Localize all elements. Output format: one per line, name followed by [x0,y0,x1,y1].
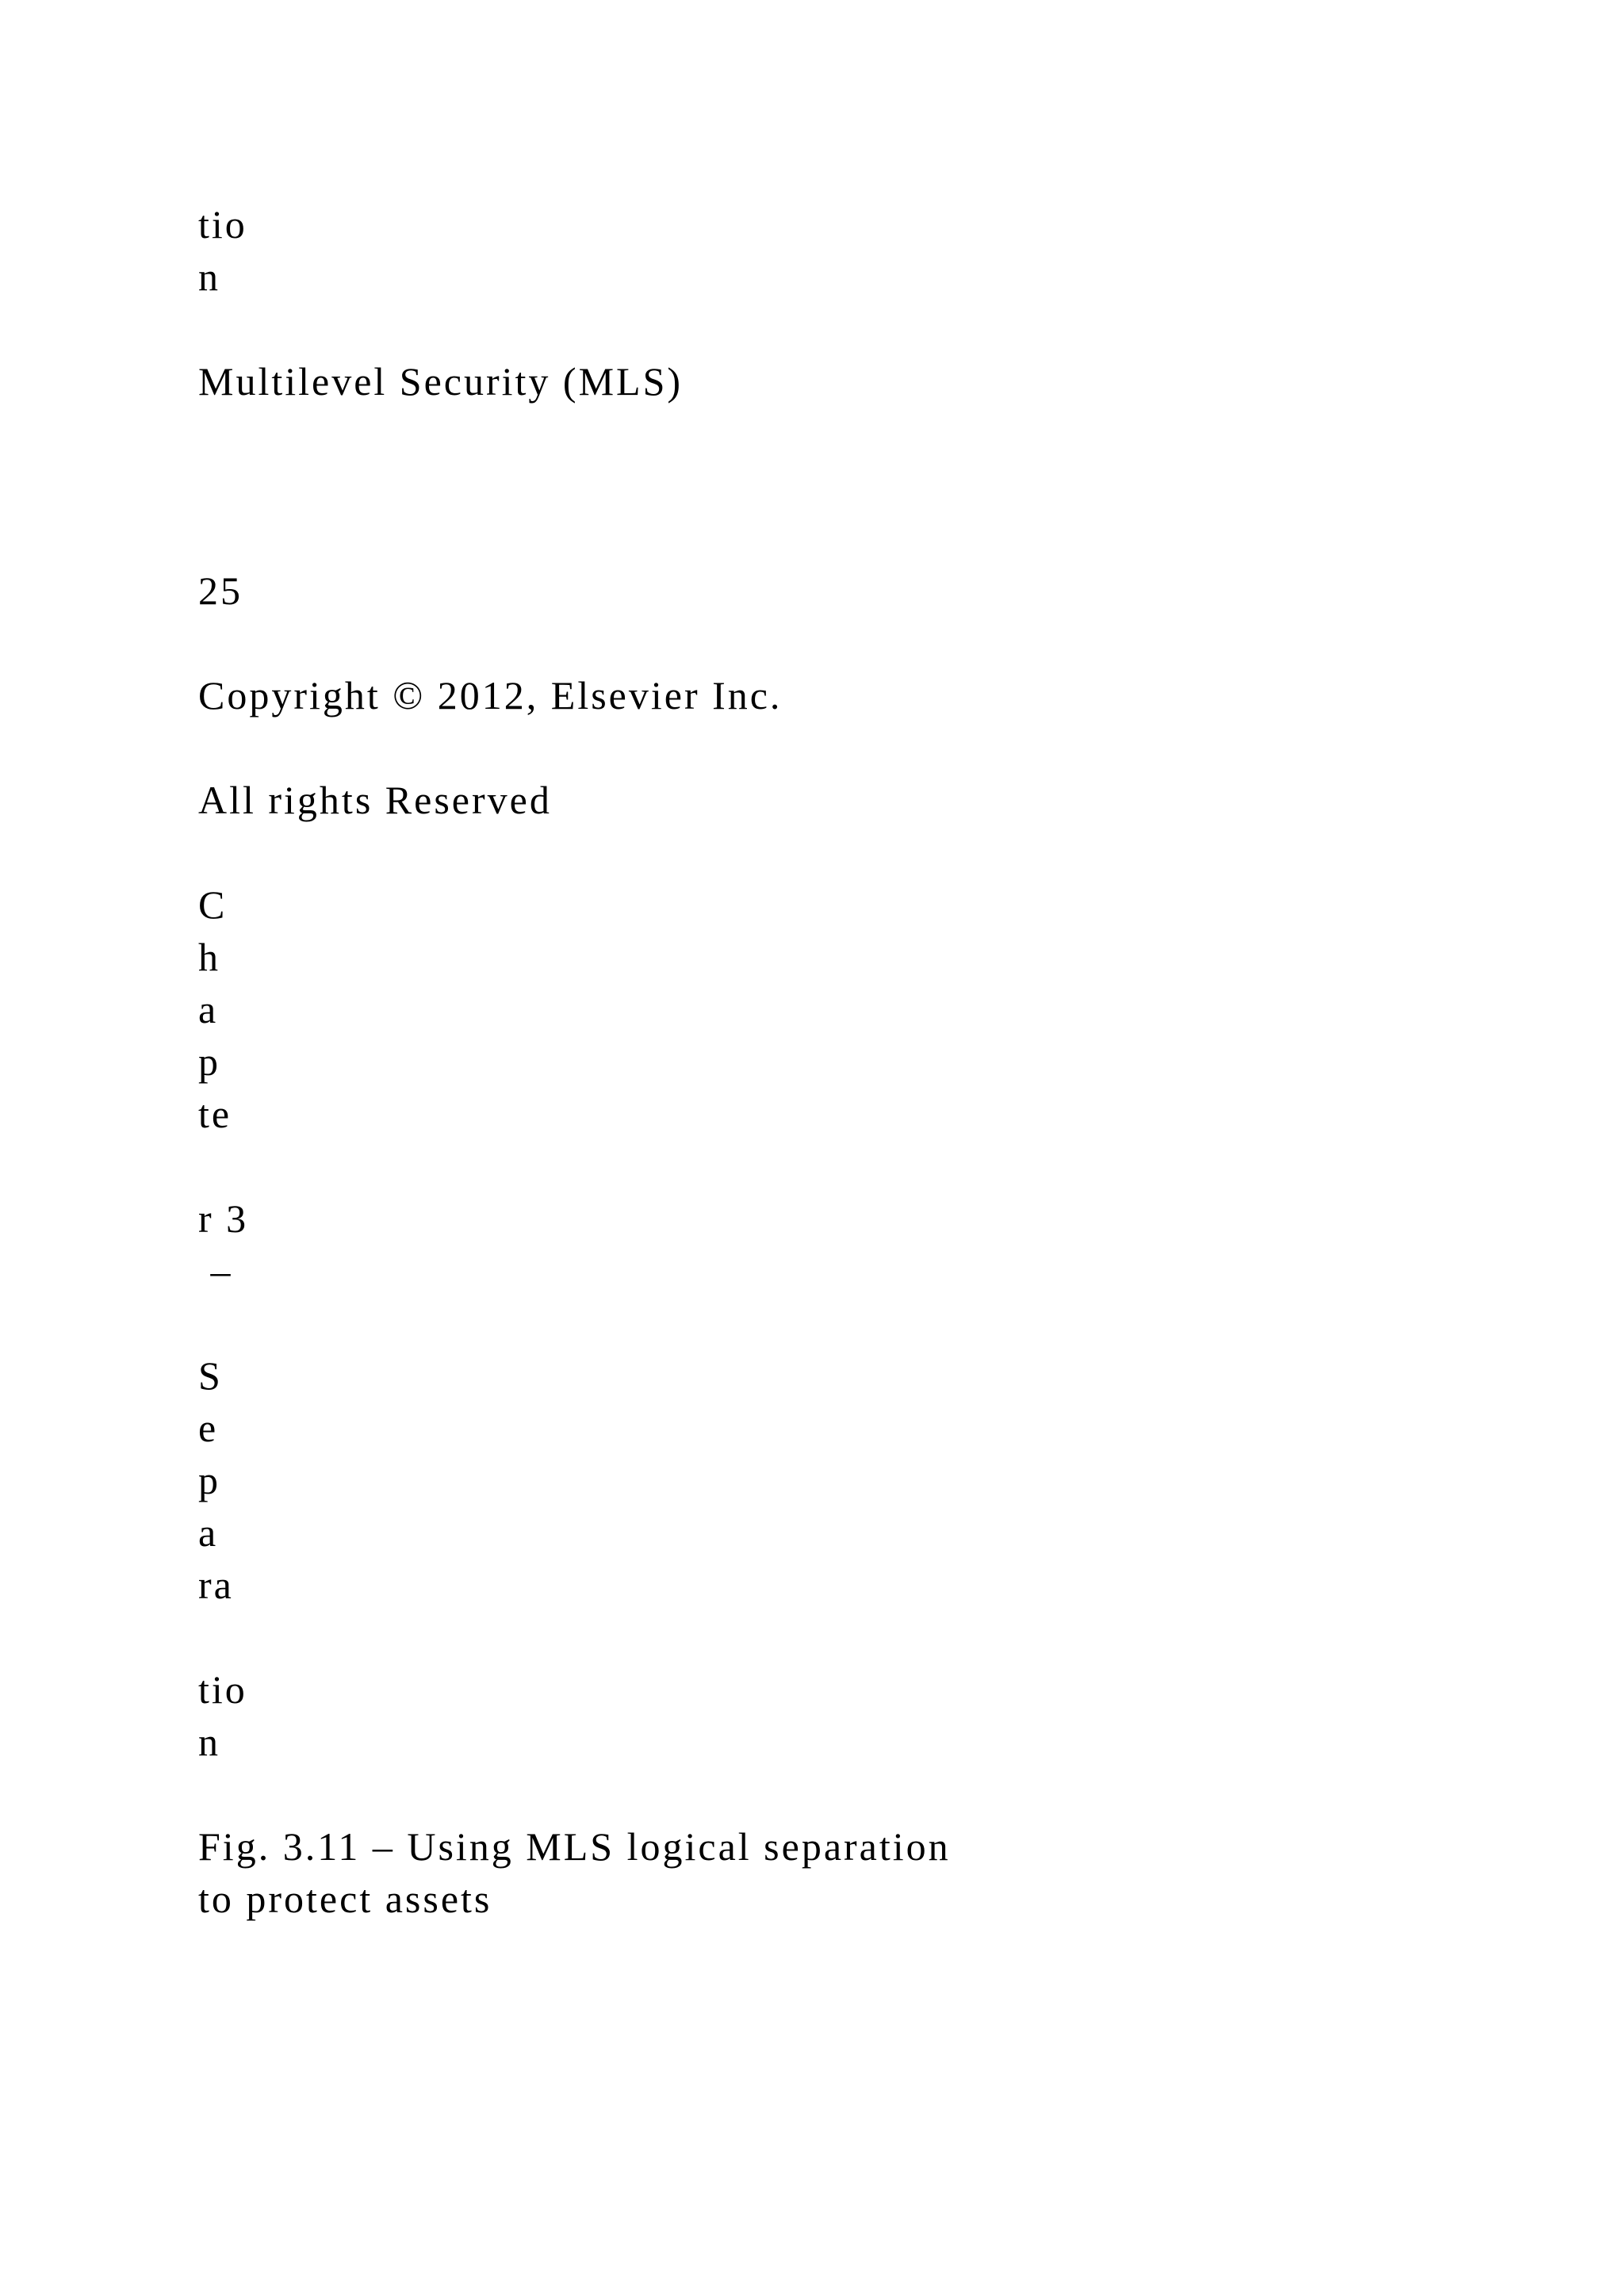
chapter-letter-p: p [198,1039,220,1084]
text-line-tio-1: tio [198,202,247,247]
text-line-n-1: n [198,254,220,299]
chapter-dash: – [198,1249,233,1293]
text-line-tio-2: tio [198,1667,247,1712]
separation-letter-s: S [198,1353,223,1398]
separation-letter-a: a [198,1510,219,1555]
text-line-n-2: n [198,1720,220,1764]
separation-letter-p: p [198,1458,220,1502]
chapter-number: r 3 [198,1196,249,1241]
separation-letter-e: e [198,1406,219,1450]
rights-line: All rights Reserved [198,778,552,822]
figure-caption-line-2: to protect assets [198,1877,492,1921]
copyright-line: Copyright © 2012, Elsevier Inc. [198,673,783,718]
figure-caption-line-1: Fig. 3.11 – Using MLS logical separation [198,1824,951,1869]
chapter-letter-c: C [198,882,228,927]
chapter-letters-te: te [198,1092,232,1136]
separation-letters-ra: ra [198,1563,234,1607]
chapter-letter-a: a [198,987,219,1031]
heading-mls: Multilevel Security (MLS) [198,359,684,404]
page-number: 25 [198,568,243,613]
chapter-letter-h: h [198,935,220,979]
